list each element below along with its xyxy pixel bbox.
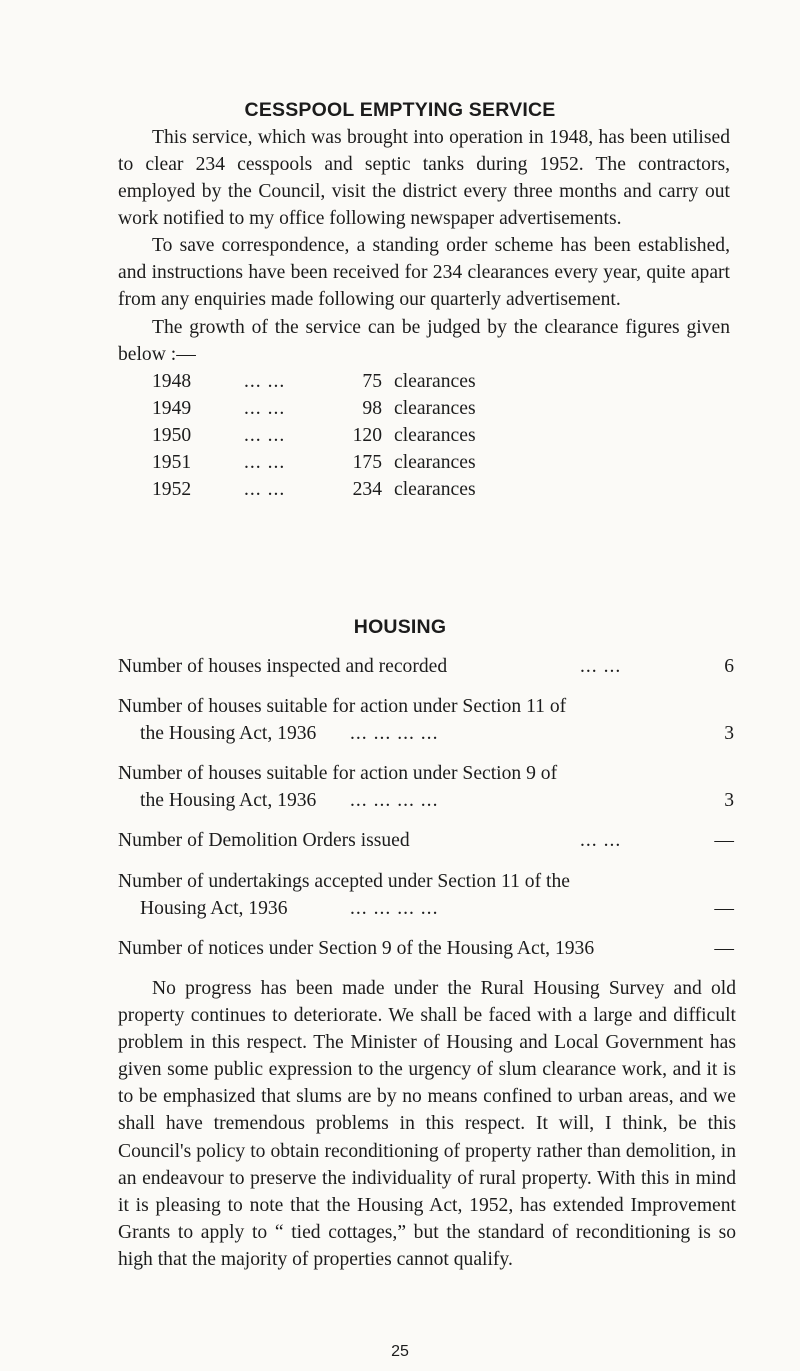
clearance-count: 234: [352, 479, 382, 501]
housing-stat-row: [118, 760, 734, 814]
clearance-count: 175: [352, 452, 382, 474]
clearance-row: [152, 449, 672, 476]
housing-stat-row: [118, 693, 734, 747]
housing-stat-label-cont: the Housing Act, 1936: [140, 790, 317, 812]
leader-dots: ... ...: [244, 371, 286, 392]
housing-stat-row: [118, 868, 734, 922]
clearance-row: [152, 476, 672, 503]
housing-stat-row: [118, 827, 734, 854]
cesspool-paragraph-3: The growth of the service can be judged by the clearance figures given below :—: [118, 317, 730, 366]
housing-stat-value: 6: [724, 656, 734, 677]
clearance-year: 1952: [152, 479, 192, 501]
housing-stat-label: Number of houses inspected and recorded: [118, 656, 448, 677]
page-number: 25: [391, 1343, 409, 1360]
clearance-year: 1948: [152, 371, 192, 392]
housing-stat-label: Number of notices under Section 9 of the Housing Act, 1936: [118, 938, 595, 959]
clearance-row: [152, 422, 672, 449]
leader-dots: ... ... ... ...: [350, 790, 439, 812]
housing-stat-value: 3: [724, 790, 734, 812]
leader-dots: ... ...: [580, 830, 622, 851]
housing-stat-label: Number of undertakings accepted under Section 11 of the: [118, 871, 570, 892]
clearance-year: 1950: [152, 425, 192, 447]
clearance-year: 1949: [152, 398, 192, 420]
leader-dots: ... ... ... ...: [350, 723, 439, 745]
housing-stat-row: [118, 653, 734, 680]
clearance-unit: clearances: [394, 425, 476, 447]
housing-paragraph: No progress has been made under the Rural Housing Survey and old property continues to deteriorate. We shall be faced with a large and difficult problem in this respect. The Minister of Housing and Local Government has given some public expression to the urgency of slum clearance work, and it is to be emphasized that slums are by no means confined to urban areas, and we shall have tremendous problems in this respect. It will, I think, be this Council's policy to obtain reconditioning of property rather than demolition, in an endeavour to preserve the individuality of rural property. With this in mind it is pleasing to note that the Housing Act, 1952, has extended Improvement Grants to apply to “ tied cottages,” but the standard of reconditioning is so high that the majority of properties cannot qualify.: [118, 978, 736, 1270]
housing-stat-value: —: [714, 898, 734, 920]
clearance-year: 1951: [152, 452, 192, 474]
housing-stat-label-cont: Housing Act, 1936: [140, 898, 288, 920]
clearance-unit: clearances: [394, 452, 476, 474]
clearance-row: [152, 395, 672, 422]
housing-stat-label: Number of Demolition Orders issued: [118, 830, 410, 851]
housing-stat-label: Number of houses suitable for action under Section 9 of: [118, 763, 558, 784]
housing-heading: HOUSING: [353, 616, 447, 638]
clearance-count: 120: [352, 425, 382, 447]
cesspool-paragraph-1: This service, which was brought into operation in 1948, has been utilised to clear 234 cesspools and septic tanks during 1952. The contractors, employed by the Council, visit the district every three months and carry out work notified to my office following newspaper advertisements.: [118, 127, 730, 230]
leader-dots: ... ...: [580, 656, 622, 677]
clearance-count: 98: [362, 398, 382, 420]
cesspool-paragraph-2: To save correspondence, a standing order scheme has been established, and instructions have been received for 234 clearances every year, quite apart from any enquiries made following our quarterly advertisement.: [118, 235, 730, 311]
housing-stat-row: [118, 935, 734, 962]
clearance-unit: clearances: [394, 398, 476, 420]
clearance-figures: [152, 368, 672, 503]
cesspool-heading: CESSPOOL EMPTYING SERVICE: [244, 99, 556, 121]
leader-dots: ... ... ... ...: [350, 898, 439, 920]
leader-dots: ... ...: [244, 479, 286, 501]
housing-stat-label-cont: the Housing Act, 1936: [140, 723, 317, 745]
clearance-count: 75: [362, 371, 382, 392]
housing-stat-label: Number of houses suitable for action under Section 11 of: [118, 696, 567, 717]
leader-dots: ... ...: [244, 425, 286, 447]
clearance-row: [152, 368, 672, 395]
leader-dots: ... ...: [244, 398, 286, 420]
leader-dots: ... ...: [244, 452, 286, 474]
housing-stat-value: —: [714, 938, 734, 959]
housing-stat-value: —: [714, 830, 734, 851]
clearance-unit: clearances: [394, 371, 476, 392]
clearance-unit: clearances: [394, 479, 476, 501]
housing-stat-value: 3: [724, 723, 734, 745]
